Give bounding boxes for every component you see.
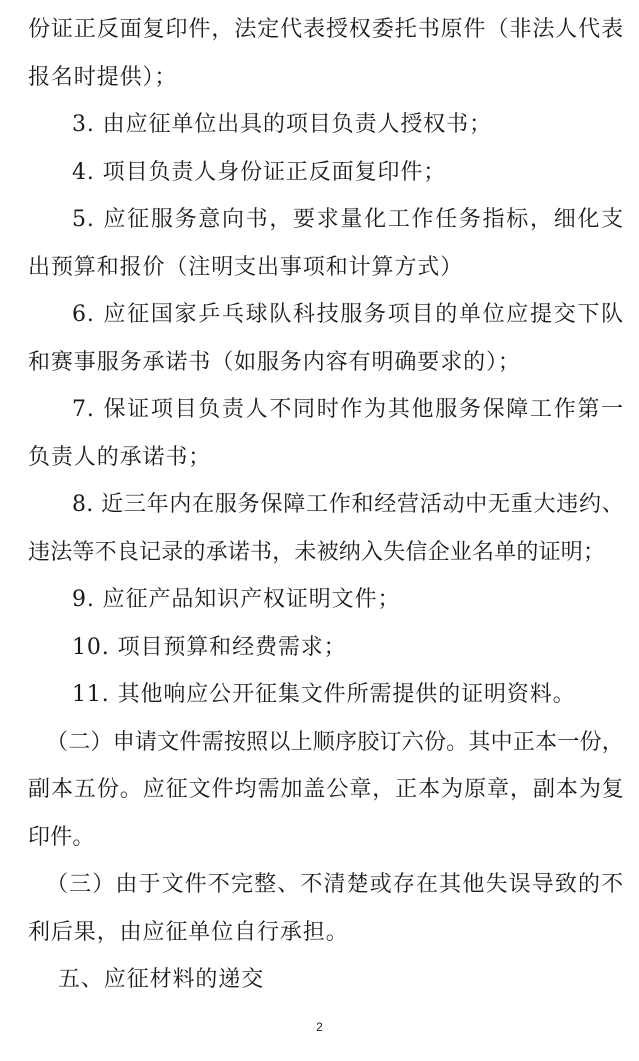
list-item-5: 5. 应征服务意向书，要求量化工作任务指标，细化支出预算和报价（注明支出事项和计算方式） [28, 207, 624, 280]
list-item-11: 11. 其他响应公开征集文件所需提供的证明资料。 [72, 682, 576, 707]
list-item-7: 7. 保证项目负责人不同时作为其他服务保障工作第一负责人的承诺书； [28, 397, 624, 470]
section-two-paragraph: （二）申请文件需按照以上顺序胶订六份。其中正本一份，副本五份。应征文件均需加盖公章，正本为原章，副本为复印件。 [28, 729, 624, 850]
section-heading-five: 五、应征材料的递交 [58, 967, 265, 992]
list-item-10: 10. 项目预算和经费需求； [72, 634, 347, 660]
page-number: 2 [316, 1020, 323, 1034]
section-three-paragraph: （三）由于文件不完整、不清楚或存在其他失误导致的不利后果，由应征单位自行承担。 [28, 872, 624, 945]
paragraph-id-copy-continuation: 份证正反面复印件，法定代表授权委托书原件（非法人代表报名时提供）； [28, 17, 624, 90]
list-item-6: 6. 应征国家乒乓球队科技服务项目的单位应提交下队和赛事服务承诺书（如服务内容有明确要求的）； [28, 302, 624, 375]
list-item-9: 9. 应征产品知识产权证明文件； [72, 587, 401, 612]
document-body [28, 6, 624, 1004]
list-item-3: 3. 由应征单位出具的项目负责人授权书； [72, 112, 492, 137]
list-item-8: 8. 近三年内在服务保障工作和经营活动中无重大违约、违法等不良记录的承诺书，未被纳入失信企业名单的证明； [28, 492, 624, 565]
list-item-4: 4. 项目负责人身份证正反面复印件； [72, 159, 447, 185]
